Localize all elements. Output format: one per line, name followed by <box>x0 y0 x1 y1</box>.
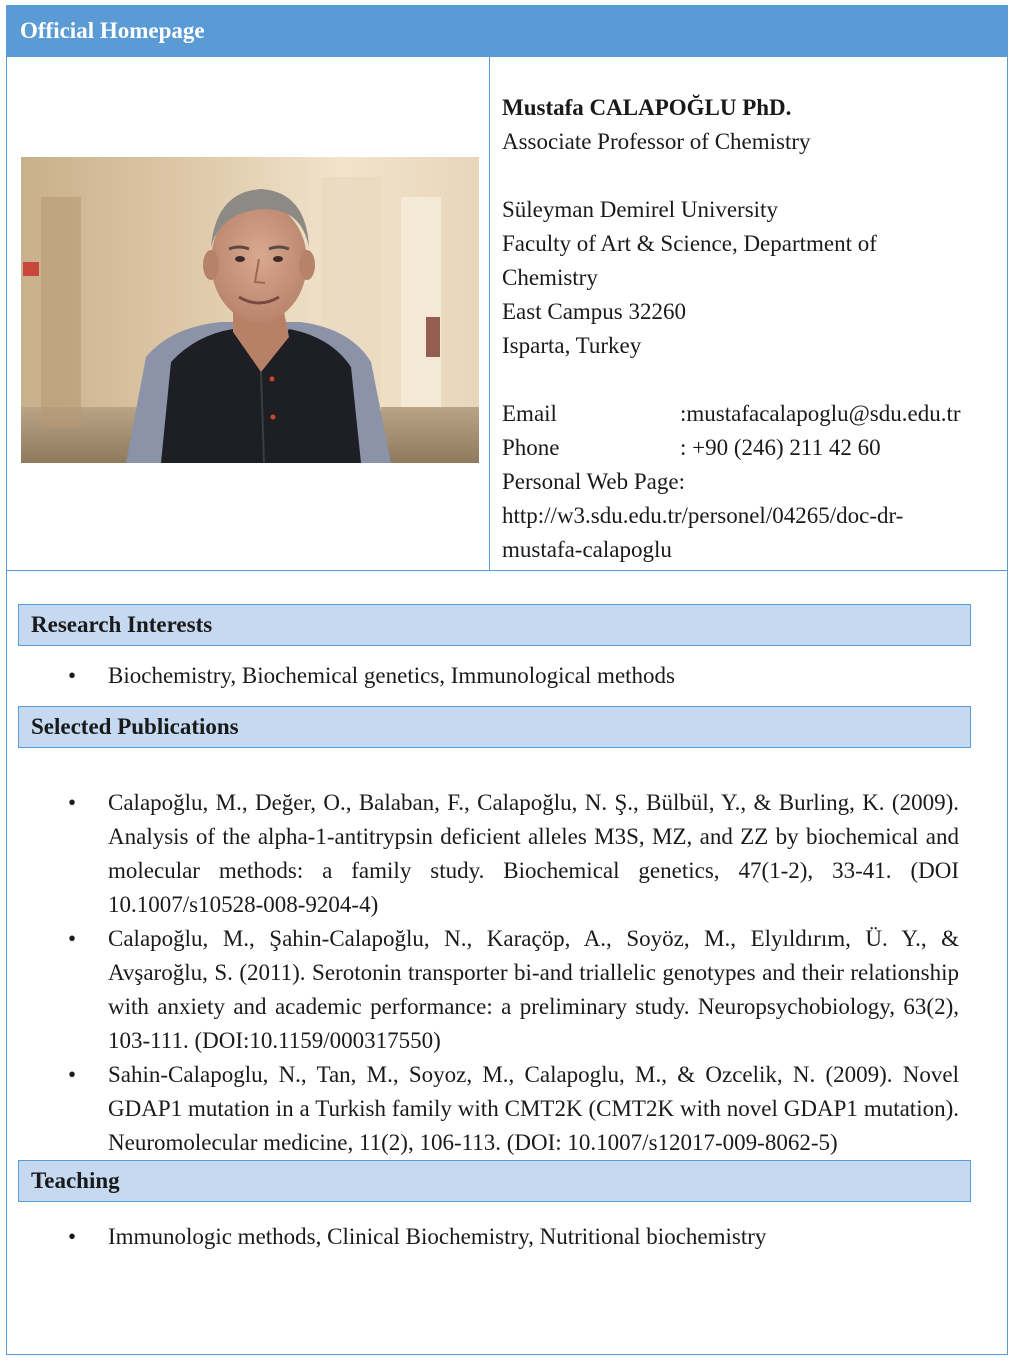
address-line: Chemistry <box>502 265 598 290</box>
web-label: Personal Web Page: <box>502 469 685 494</box>
person-name: Mustafa CALAPOĞLU PhD. <box>502 95 792 120</box>
person-position: Associate Professor of Chemistry <box>502 129 811 154</box>
address-line: Faculty of Art & Science, Department of <box>502 231 877 256</box>
list-item: • Sahin-Calapoglu, N., Tan, M., Soyoz, M., Calapoglu, M., & Ozcelik, N. (2009). Novel GDAP1 mutation in a Turkish family with CMT2K (CMT2K with novel GDAP1 mutation). Neuromolecular medicine, 11(2), 106-113. (DOI: 10.1007/s12017-009-8062-5) <box>7 1058 959 1160</box>
web-url-link[interactable] <box>502 499 1007 567</box>
teaching-heading: Teaching <box>18 1160 971 1202</box>
web-url-line[interactable]: mustafa-calapoglu <box>502 537 672 562</box>
publications-list <box>7 786 1007 1160</box>
list-item: • Biochemistry, Biochemical genetics, Immunological methods <box>7 659 959 693</box>
research-heading: Research Interests <box>18 604 971 646</box>
email-value[interactable]: :mustafacalapoglu@sdu.edu.tr <box>680 401 961 426</box>
profile-photo <box>21 157 479 463</box>
teaching-list <box>7 1220 1007 1254</box>
research-list <box>7 659 1007 693</box>
address-line: Isparta, Turkey <box>502 333 642 358</box>
phone-value: : +90 (246) 211 42 60 <box>680 435 881 460</box>
phone-row <box>502 431 1007 465</box>
email-label: Email <box>502 401 557 426</box>
photo-cell <box>7 57 490 570</box>
publications-heading: Selected Publications <box>18 706 971 748</box>
phone-label: Phone <box>502 435 560 460</box>
homepage-card <box>6 5 1008 1355</box>
address-line: Süleyman Demirel University <box>502 197 778 222</box>
web-url-line[interactable]: http://w3.sdu.edu.tr/personel/04265/doc-dr- <box>502 503 904 528</box>
list-item: • Calapoğlu, M., Değer, O., Balaban, F., Calapoğlu, N. Ş., Bülbül, Y., & Burling, K. (2009). Analysis of the alpha-1-antitrypsin deficient alleles M3S, MZ, and ZZ by biochemical and molecular methods: a family study. Biochemical genetics, 47(1-2), 33-41. (DOI 10.1007/s10528-008-9204-4) <box>7 786 959 922</box>
page-title: Official Homepage <box>7 6 1007 57</box>
address-line: East Campus 32260 <box>502 299 686 324</box>
profile-row <box>7 57 1007 571</box>
email-row <box>502 397 1007 431</box>
contact-info <box>490 57 1007 570</box>
list-item: • Immunologic methods, Clinical Biochemistry, Nutritional biochemistry <box>7 1220 959 1254</box>
list-item: • Calapoğlu, M., Şahin-Calapoğlu, N., Karaçöp, A., Soyöz, M., Elyıldırım, Ü. Y., & Avşaroğlu, S. (2011). Serotonin transporter bi-and triallelic genotypes and their relationship with anxiety and academic performance: a preliminary study. Neuropsychobiology, 63(2), 103-111. (DOI:10.1159/000317550) <box>7 922 959 1058</box>
